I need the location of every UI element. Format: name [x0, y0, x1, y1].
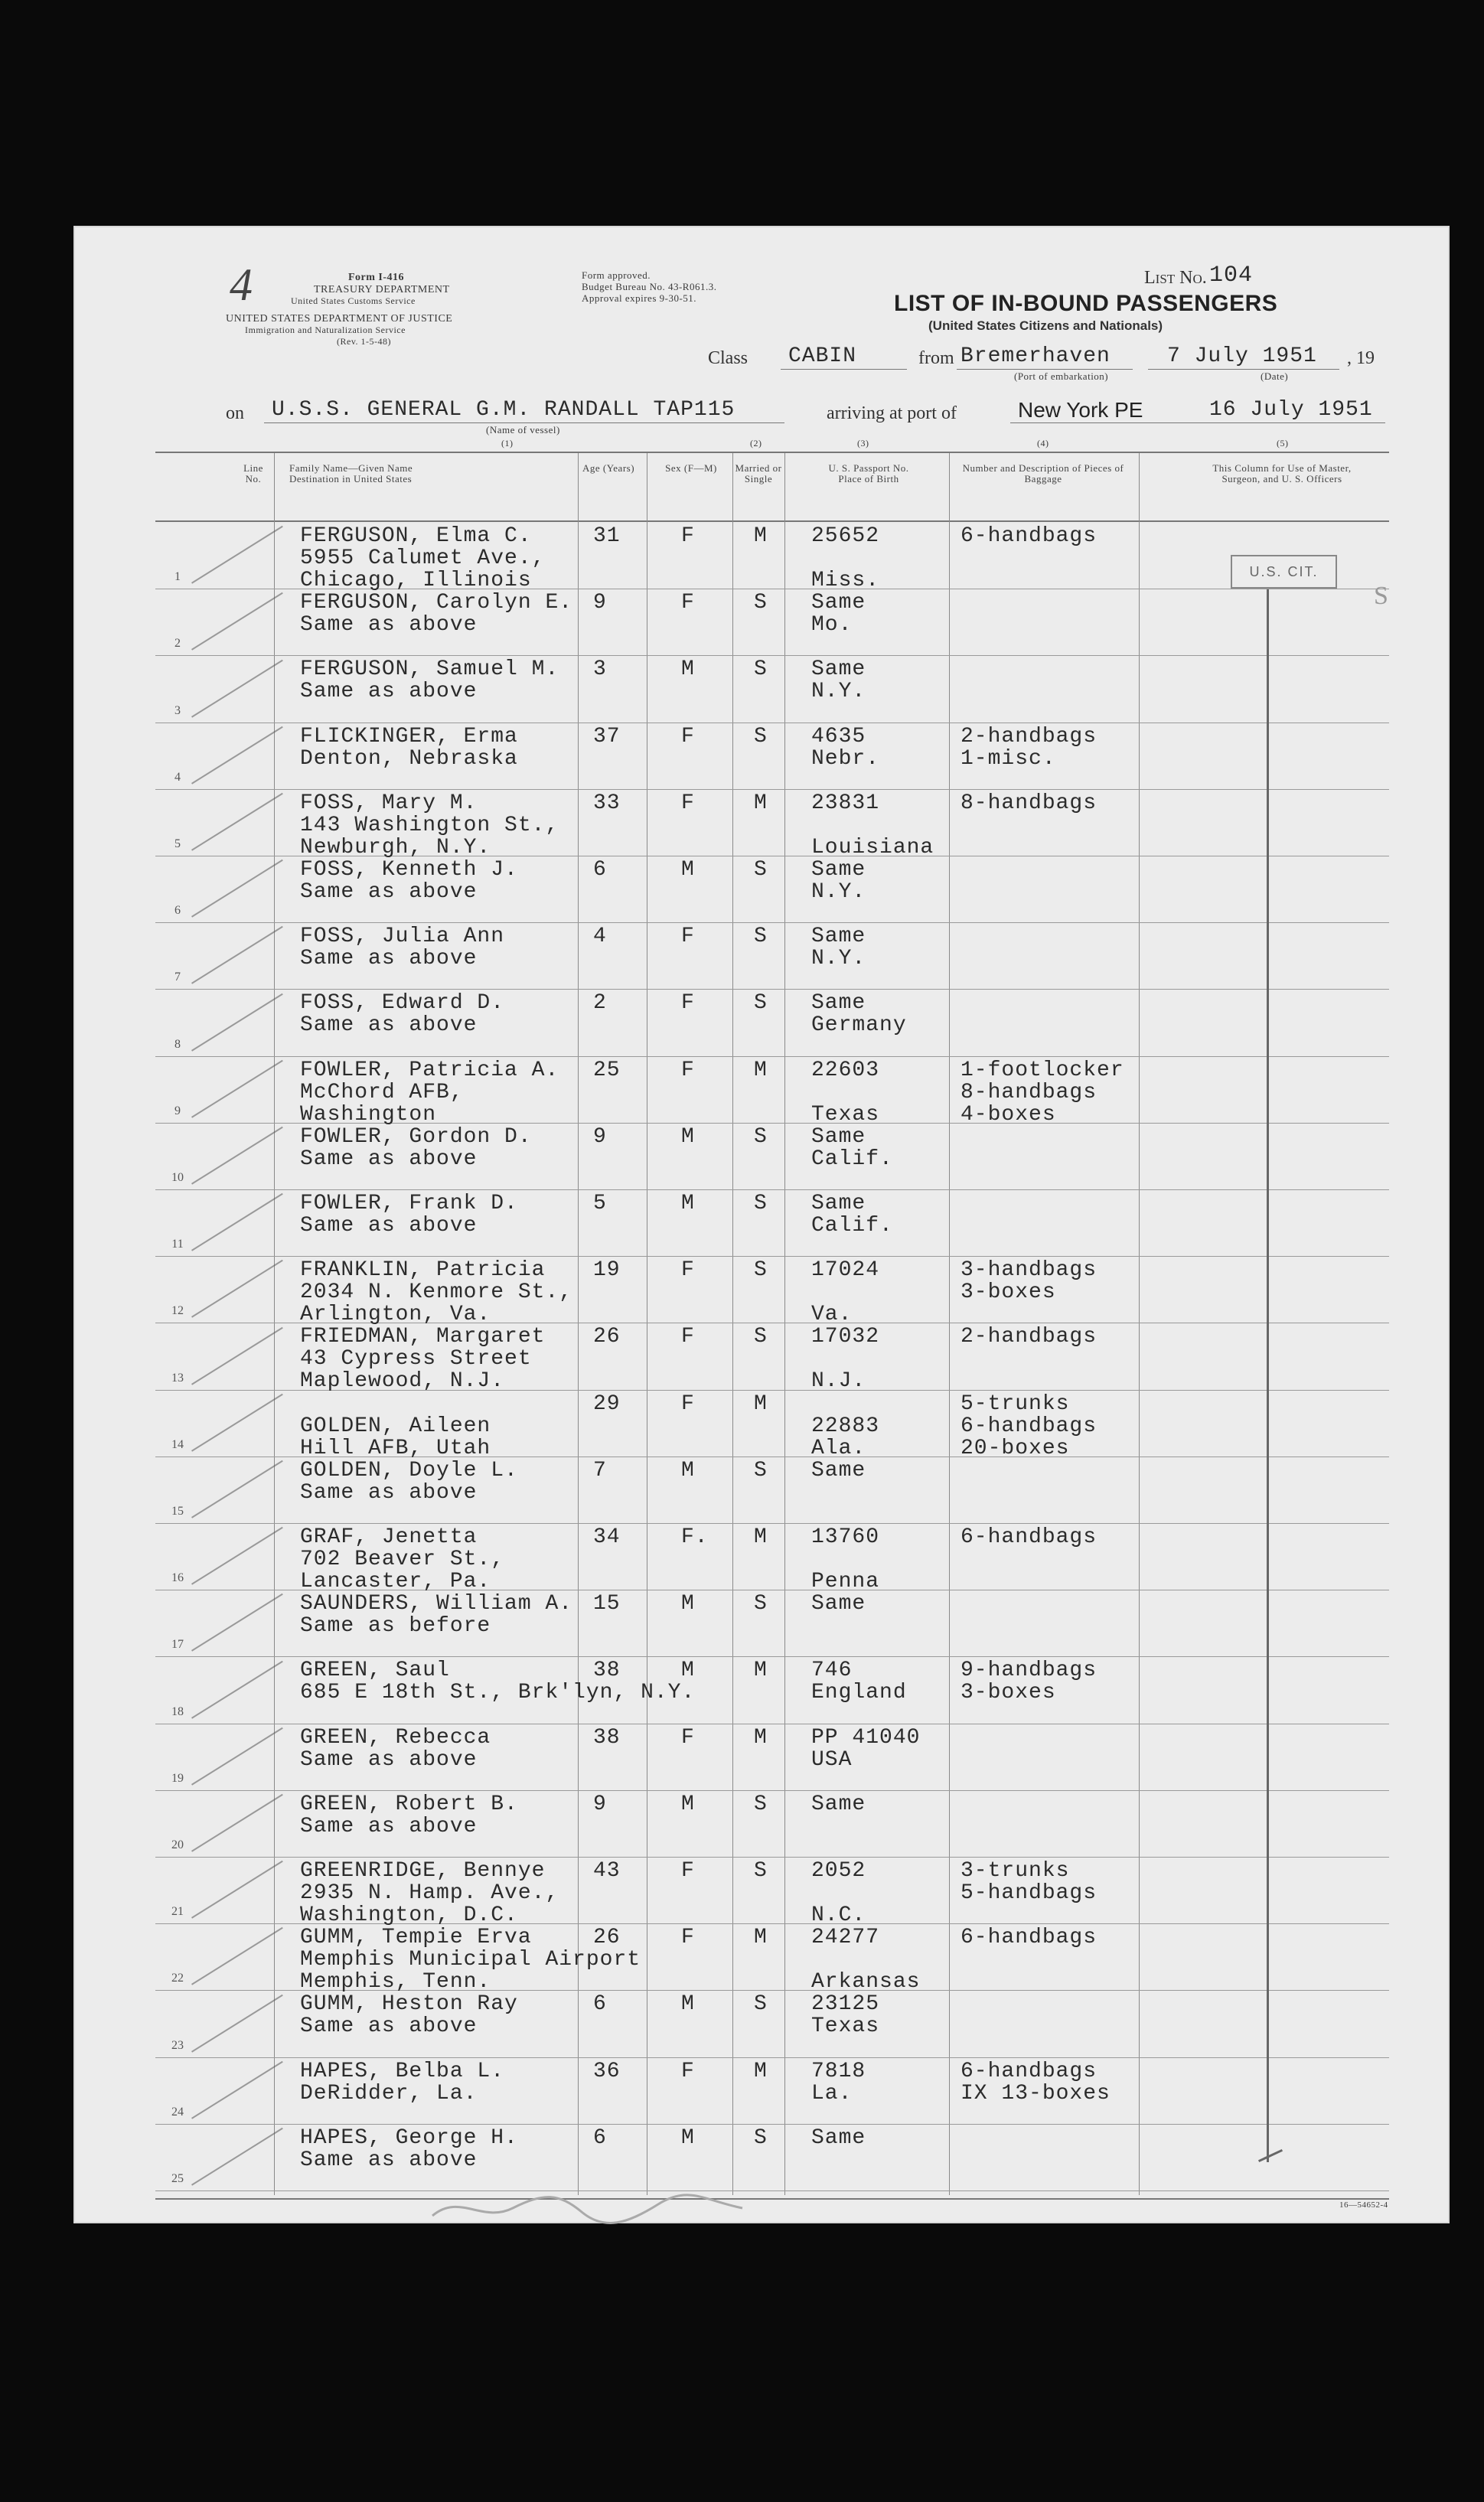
- document-subtitle: (United States Citizens and Nationals): [928, 318, 1163, 333]
- header-officers: This Column for Use of Master, Surgeon, and U. S. Officers: [1212, 462, 1352, 484]
- underline-port: [957, 369, 1133, 370]
- passenger-name: GRAF, Jenetta 702 Beaver St., Lancaster, Pa.: [300, 1525, 505, 1594]
- sex-cell: M: [681, 858, 695, 882]
- marital-status-cell: S: [754, 991, 768, 1016]
- row-divider: [155, 1523, 1389, 1524]
- marital-status-cell: S: [754, 724, 768, 749]
- vessel-name: U.S.S. GENERAL G.M. RANDALL TAP115: [272, 398, 735, 422]
- sex-cell: F: [681, 1725, 695, 1750]
- row-divider: [155, 1256, 1389, 1257]
- sex-cell: F: [681, 1325, 695, 1349]
- sex-cell: F: [681, 1859, 695, 1883]
- sex-cell: F: [681, 791, 695, 815]
- age-cell: 38: [593, 1659, 621, 1683]
- passenger-name: FRIEDMAN, Margaret 43 Cypress Street Maplewood, N.J.: [300, 1325, 546, 1394]
- passenger-name: GOLDEN, Doyle L. Same as above: [300, 1458, 518, 1505]
- dept-treasury: TREASURY DEPARTMENT: [314, 284, 450, 295]
- passport-birthplace-cell: Same: [811, 1592, 866, 1616]
- age-cell: 31: [593, 524, 621, 548]
- age-cell: 3: [593, 657, 607, 682]
- marital-status-cell: M: [754, 1391, 768, 1416]
- row-divider: [155, 1189, 1389, 1190]
- passenger-name: GUMM, Tempie Erva Memphis Municipal Airport Memphis, Tenn.: [300, 1926, 641, 1995]
- marital-status-cell: S: [754, 1124, 768, 1149]
- passport-birthplace-cell: 22883 Ala.: [811, 1414, 880, 1460]
- col-divider-baggage: [1139, 453, 1140, 2195]
- passport-birthplace-cell: Same N.Y.: [811, 925, 866, 971]
- passenger-name: FOWLER, Gordon D. Same as above: [300, 1124, 532, 1171]
- passport-birthplace-cell: 13760 Penna: [811, 1525, 880, 1594]
- age-cell: 9: [593, 591, 607, 615]
- age-cell: 26: [593, 1926, 621, 1950]
- baggage-cell: 6-handbags: [961, 1525, 1098, 1549]
- sex-cell: M: [681, 657, 695, 682]
- row-divider: [155, 922, 1389, 923]
- baggage-cell: 5-trunks 6-handbags 20-boxes: [961, 1391, 1098, 1460]
- age-cell: 7: [593, 1458, 607, 1483]
- passenger-name: FERGUSON, Elma C. 5955 Calumet Ave., Chicago, Illinois: [300, 524, 546, 592]
- list-number: 104: [1209, 263, 1254, 289]
- line-number: 17: [171, 1638, 184, 1652]
- baggage-cell: 6-handbags: [961, 1926, 1098, 1950]
- baggage-cell: 3-handbags 3-boxes: [961, 1258, 1098, 1305]
- passenger-name: FERGUSON, Carolyn E. Same as above: [300, 591, 573, 638]
- line-number: 23: [171, 2038, 184, 2052]
- passport-birthplace-cell: 23125 Texas: [811, 1992, 880, 2039]
- sex-cell: F.: [681, 1525, 709, 1549]
- age-cell: 5: [593, 1192, 607, 1215]
- line-number: 9: [174, 1104, 181, 1117]
- marital-status-cell: S: [754, 858, 768, 882]
- sex-cell: F: [681, 591, 695, 615]
- sex-cell: F: [681, 1391, 695, 1416]
- age-cell: 6: [593, 2125, 607, 2150]
- passenger-name: FRANKLIN, Patricia 2034 N. Kenmore St., Arlington, Va.: [300, 1258, 573, 1327]
- line-number: 3: [174, 703, 181, 717]
- marital-status-cell: S: [754, 1458, 768, 1483]
- marital-status-cell: M: [754, 1725, 768, 1750]
- marital-status-cell: S: [754, 657, 768, 682]
- passport-birthplace-cell: Same: [811, 1458, 866, 1483]
- line-number: 1: [174, 570, 181, 584]
- baggage-cell: 3-trunks 5-handbags: [961, 1859, 1098, 1905]
- line-number: 4: [174, 770, 181, 784]
- line-number: 24: [171, 2105, 184, 2119]
- passenger-name: GREEN, Saul 685 E 18th St., Brk'lyn, N.Y.: [300, 1659, 696, 1705]
- passport-birthplace-cell: Same: [811, 2125, 866, 2150]
- dept-customs: United States Customs Service: [291, 295, 416, 306]
- passenger-name: HAPES, George H. Same as above: [300, 2125, 518, 2172]
- passport-birthplace-cell: Same N.Y.: [811, 858, 866, 904]
- sex-cell: M: [681, 1792, 695, 1816]
- row-divider: [155, 2190, 1389, 2191]
- passenger-name: FOWLER, Patricia A. McChord AFB, Washington: [300, 1058, 559, 1127]
- passenger-name: FOSS, Julia Ann Same as above: [300, 925, 505, 971]
- page-mark: 4: [230, 259, 253, 310]
- arrival-port: New York PE: [1018, 398, 1143, 422]
- marital-status-cell: S: [754, 1192, 768, 1215]
- sex-cell: F: [681, 1926, 695, 1950]
- age-cell: 33: [593, 791, 621, 815]
- line-number: 7: [174, 970, 181, 984]
- passenger-name: HAPES, Belba L. DeRidder, La.: [300, 2059, 505, 2106]
- row-divider: [155, 1656, 1389, 1657]
- age-cell: 37: [593, 724, 621, 749]
- line-number: 16: [171, 1571, 184, 1585]
- baggage-cell: 6-handbags IX 13-boxes: [961, 2059, 1111, 2106]
- row-divider: [155, 789, 1389, 790]
- col-divider-sex: [732, 453, 733, 2195]
- passenger-name: GREEN, Robert B. Same as above: [300, 1792, 518, 1838]
- arriving-label: arriving at port of: [827, 403, 957, 423]
- header-age: Age (Years): [582, 462, 635, 474]
- sex-cell: M: [681, 2125, 695, 2150]
- age-cell: 19: [593, 1258, 621, 1283]
- passport-birthplace-cell: 17024 Va.: [811, 1258, 880, 1327]
- row-divider: [155, 1056, 1389, 1057]
- stamp-mark: S: [1374, 582, 1388, 610]
- stamp-text: U.S. CIT.: [1249, 563, 1319, 579]
- age-cell: 34: [593, 1525, 621, 1549]
- dept-ins: Immigration and Naturalization Service: [245, 325, 406, 335]
- class-label: Class: [708, 348, 749, 368]
- passport-birthplace-cell: 24277 Arkansas: [811, 1926, 921, 1995]
- header-name: Family Name—Given Name Destination in United States: [289, 462, 413, 484]
- line-number: 20: [171, 1838, 184, 1851]
- embarkation-date: 7 July 1951: [1167, 344, 1317, 368]
- sex-cell: F: [681, 1258, 695, 1283]
- baggage-cell: 2-handbags: [961, 1325, 1098, 1349]
- passenger-name: FOSS, Mary M. 143 Washington St., Newburgh, N.Y.: [300, 791, 559, 860]
- age-cell: 2: [593, 991, 607, 1016]
- on-label: on: [226, 403, 244, 423]
- line-number: 14: [171, 1437, 184, 1451]
- marital-status-cell: M: [754, 1525, 768, 1549]
- document-title: LIST OF IN-BOUND PASSENGERS: [894, 291, 1278, 316]
- arrival-date: 16 July 1951: [1209, 398, 1373, 422]
- sex-cell: M: [681, 1992, 695, 2017]
- baggage-cell: 2-handbags 1-misc.: [961, 724, 1098, 771]
- sex-cell: M: [681, 1592, 695, 1616]
- age-cell: 43: [593, 1859, 621, 1883]
- marital-status-cell: S: [754, 2125, 768, 2150]
- sex-cell: F: [681, 724, 695, 749]
- passport-birthplace-cell: 4635 Nebr.: [811, 724, 880, 771]
- year-suffix: , 19: [1347, 348, 1375, 368]
- list-label: List No.: [1144, 268, 1207, 288]
- header-passport: U. S. Passport No. Place of Birth: [828, 462, 909, 484]
- line-number: 15: [171, 1505, 184, 1518]
- passport-birthplace-cell: Same Calif.: [811, 1124, 893, 1171]
- age-cell: 15: [593, 1592, 621, 1616]
- port-of-embarkation: Bremerhaven: [961, 344, 1111, 368]
- marital-status-cell: M: [754, 1659, 768, 1683]
- header-baggage: Number and Description of Pieces of Baggage: [962, 462, 1124, 484]
- col-num-1: (1): [501, 438, 514, 449]
- passport-birthplace-cell: PP 41040 USA: [811, 1725, 921, 1772]
- sex-cell: F: [681, 991, 695, 1016]
- sex-cell: F: [681, 2059, 695, 2083]
- passenger-name: GUMM, Heston Ray Same as above: [300, 1992, 518, 2039]
- line-number: 21: [171, 1905, 184, 1919]
- header-married: Married or Single: [735, 462, 782, 484]
- marital-status-cell: S: [754, 591, 768, 615]
- underline-arrival: [1010, 422, 1385, 423]
- line-number: 12: [171, 1304, 184, 1318]
- line-number: 2: [174, 637, 181, 651]
- underline-class: [781, 369, 907, 370]
- marital-status-cell: S: [754, 1592, 768, 1616]
- passport-birthplace-cell: Same Germany: [811, 991, 907, 1038]
- marital-status-cell: M: [754, 1926, 768, 1950]
- line-number: 25: [171, 2172, 184, 2185]
- passenger-name: FERGUSON, Samuel M. Same as above: [300, 657, 559, 704]
- age-cell: 38: [593, 1725, 621, 1750]
- col-num-5: (5): [1277, 438, 1289, 449]
- header-sex: Sex (F—M): [665, 462, 717, 474]
- sex-cell: F: [681, 524, 695, 548]
- col-num-3: (3): [857, 438, 869, 449]
- passenger-name: FLICKINGER, Erma Denton, Nebraska: [300, 724, 518, 771]
- age-cell: 25: [593, 1058, 621, 1082]
- header-divider: [155, 520, 1389, 522]
- row-divider: [155, 989, 1389, 990]
- marital-status-cell: S: [754, 1258, 768, 1283]
- line-number: 10: [171, 1171, 184, 1184]
- marital-status-cell: M: [754, 2059, 768, 2083]
- line-number: 11: [171, 1238, 184, 1251]
- marital-status-cell: S: [754, 1325, 768, 1349]
- passenger-name: FOSS, Edward D. Same as above: [300, 991, 505, 1038]
- approval-line-2: Budget Bureau No. 43-R061.3.: [582, 281, 717, 292]
- line-number: 6: [174, 904, 181, 918]
- passport-birthplace-cell: Same N.Y.: [811, 657, 866, 704]
- sex-cell: F: [681, 1058, 695, 1082]
- line-number: 19: [171, 1771, 184, 1785]
- marital-status-cell: S: [754, 1992, 768, 2017]
- class-value: CABIN: [788, 344, 857, 368]
- age-cell: 4: [593, 925, 607, 949]
- baggage-cell: 8-handbags: [961, 791, 1098, 815]
- date-caption: (Date): [1261, 370, 1289, 382]
- marital-status-cell: M: [754, 1058, 768, 1082]
- underline-date: [1148, 369, 1339, 370]
- passport-birthplace-cell: Same Mo.: [811, 591, 866, 638]
- passport-birthplace-cell: 25652 Miss.: [811, 524, 880, 592]
- age-cell: 29: [593, 1391, 621, 1416]
- passport-birthplace-cell: 23831 Louisiana: [811, 791, 934, 860]
- underline-vessel: [264, 422, 784, 423]
- passport-birthplace-cell: 7818 La.: [811, 2059, 866, 2106]
- row-divider: [155, 655, 1389, 656]
- footer-code: 16—54652-4: [1339, 2200, 1388, 2210]
- passport-birthplace-cell: Same: [811, 1792, 866, 1816]
- pencil-bracket: [1267, 589, 1269, 2162]
- age-cell: 6: [593, 1992, 607, 2017]
- marital-status-cell: S: [754, 1859, 768, 1883]
- sex-cell: F: [681, 925, 695, 949]
- passenger-name: GREENRIDGE, Bennye 2935 N. Hamp. Ave., Washington, D.C.: [300, 1859, 559, 1927]
- form-number: Form I-416: [348, 272, 405, 283]
- passenger-name: GREEN, Rebecca Same as above: [300, 1725, 491, 1772]
- form-revision: (Rev. 1-5-48): [337, 336, 392, 347]
- line-number: 22: [171, 1972, 184, 1985]
- line-number: 13: [171, 1371, 184, 1385]
- dept-justice: UNITED STATES DEPARTMENT OF JUSTICE: [226, 313, 453, 325]
- port-caption: (Port of embarkation): [1014, 370, 1109, 382]
- passport-birthplace-cell: 746 England: [811, 1659, 907, 1705]
- passenger-name: GOLDEN, Aileen Hill AFB, Utah: [300, 1414, 491, 1460]
- approval-line-3: Approval expires 9-30-51.: [582, 292, 697, 304]
- row-divider: [155, 2124, 1389, 2125]
- baggage-cell: 1-footlocker 8-handbags 4-boxes: [961, 1058, 1124, 1127]
- sex-cell: M: [681, 1192, 695, 1215]
- marital-status-cell: M: [754, 791, 768, 815]
- passport-birthplace-cell: 2052 N.C.: [811, 1859, 866, 1927]
- marital-status-cell: M: [754, 524, 768, 548]
- age-cell: 36: [593, 2059, 621, 2083]
- approval-line-1: Form approved.: [582, 269, 651, 281]
- passenger-name: FOWLER, Frank D. Same as above: [300, 1192, 518, 1238]
- col-divider-ms: [784, 453, 785, 2195]
- passport-birthplace-cell: Same Calif.: [811, 1192, 893, 1238]
- col-divider-passport: [949, 453, 950, 2195]
- sex-cell: M: [681, 1659, 695, 1683]
- us-cit-stamp: [1231, 555, 1337, 589]
- passenger-name: FOSS, Kenneth J. Same as above: [300, 858, 518, 904]
- from-label: from: [918, 348, 954, 368]
- marital-status-cell: S: [754, 925, 768, 949]
- age-cell: 9: [593, 1124, 607, 1149]
- age-cell: 26: [593, 1325, 621, 1349]
- baggage-cell: 9-handbags 3-boxes: [961, 1659, 1098, 1705]
- signature-scrawl: [429, 2185, 750, 2231]
- header-line-no: Line No.: [243, 462, 263, 484]
- row-divider: [155, 1790, 1389, 1791]
- sex-cell: M: [681, 1458, 695, 1483]
- passport-birthplace-cell: 17032 N.J.: [811, 1325, 880, 1394]
- vessel-caption: (Name of vessel): [486, 424, 560, 435]
- age-cell: 9: [593, 1792, 607, 1816]
- row-divider: [155, 1857, 1389, 1858]
- baggage-cell: 6-handbags: [961, 524, 1098, 548]
- col-num-2: (2): [750, 438, 762, 449]
- line-number: 8: [174, 1037, 181, 1051]
- line-number: 5: [174, 837, 181, 850]
- passport-birthplace-cell: 22603 Texas: [811, 1058, 880, 1127]
- line-number: 18: [171, 1704, 184, 1718]
- row-divider: [155, 2057, 1389, 2058]
- sex-cell: M: [681, 1124, 695, 1149]
- marital-status-cell: S: [754, 1792, 768, 1816]
- passenger-name: SAUNDERS, William A. Same as before: [300, 1592, 573, 1639]
- age-cell: 6: [593, 858, 607, 882]
- col-num-4: (4): [1037, 438, 1049, 449]
